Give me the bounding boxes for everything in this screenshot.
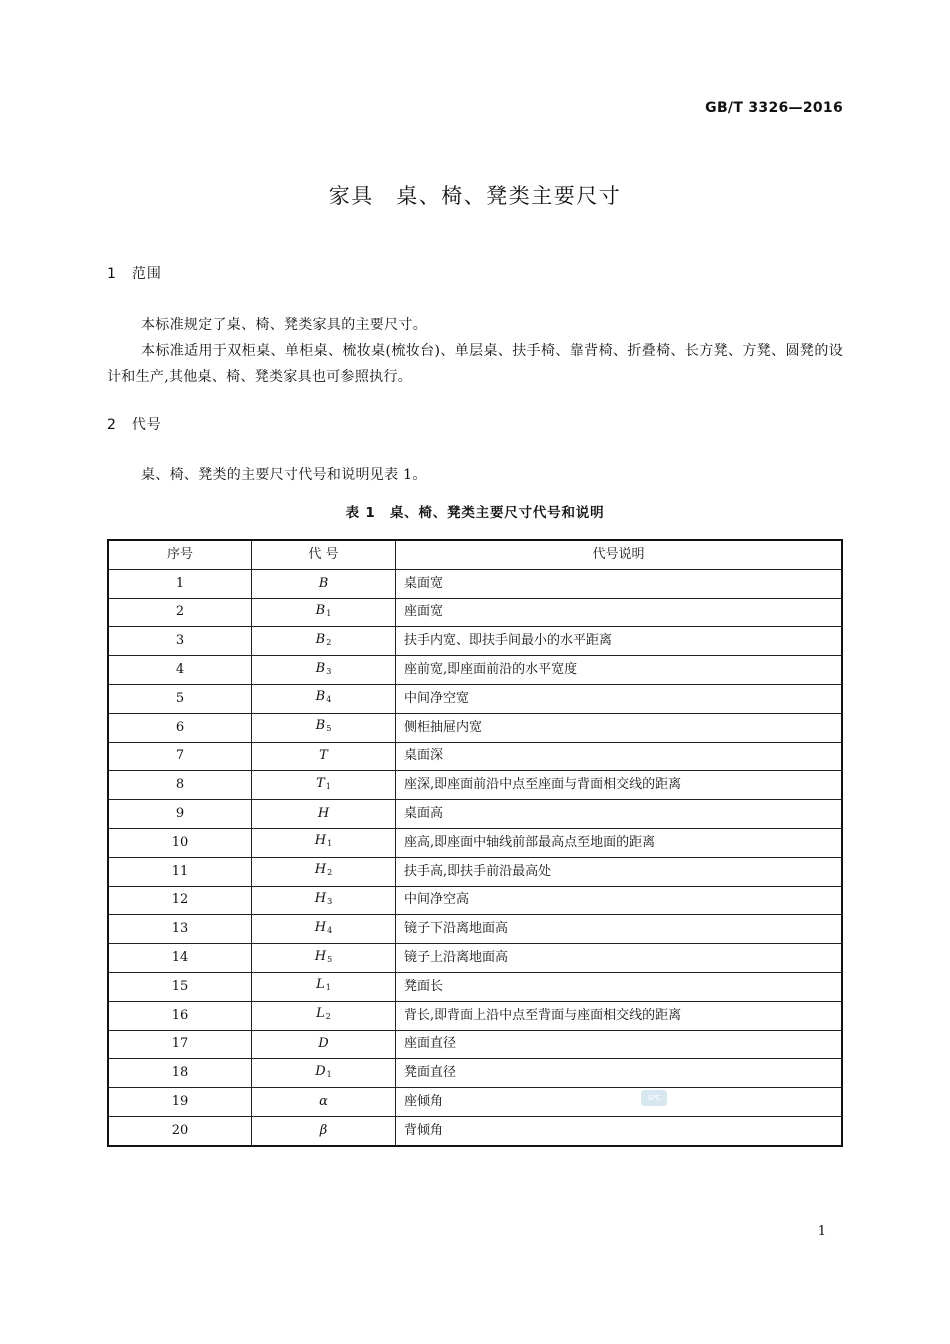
cell-seq: 10 xyxy=(108,828,252,857)
cell-description: 座深,即座面前沿中点至座面与背面相交线的距离 xyxy=(396,771,843,800)
code-symbol: H xyxy=(314,919,327,935)
cell-code xyxy=(252,627,396,656)
header-seq: 序号 xyxy=(108,540,252,569)
table-row xyxy=(108,1001,842,1030)
code-symbol: B xyxy=(315,660,326,676)
standard-code: GB/T 3326—2016 xyxy=(705,100,843,116)
page-number: 1 xyxy=(817,1224,826,1239)
table-row xyxy=(108,627,842,656)
cell-description: 背长,即背面上沿中点至背面与座面相交线的距离 xyxy=(396,1001,843,1030)
watermark-logo: SPC xyxy=(641,1090,667,1106)
code-symbol: D xyxy=(318,1036,329,1052)
code-symbol: L xyxy=(316,1006,325,1022)
cell-seq: 7 xyxy=(108,742,252,771)
table-row xyxy=(108,1030,842,1059)
code-subscript: 3 xyxy=(326,666,332,676)
cell-seq: 16 xyxy=(108,1001,252,1030)
cell-description: 座高,即座面中轴线前部最高点至地面的距离 xyxy=(396,828,843,857)
table-row xyxy=(108,915,842,944)
cell-code xyxy=(252,1001,396,1030)
table-row xyxy=(108,598,842,627)
cell-description: 凳面直径 xyxy=(396,1059,843,1088)
code-subscript: 1 xyxy=(326,608,332,618)
code-subscript: 1 xyxy=(325,983,331,993)
code-subscript: 2 xyxy=(325,1012,331,1022)
table-row xyxy=(108,1088,842,1117)
code-symbol: H xyxy=(314,833,327,849)
code-symbol: B xyxy=(315,689,326,705)
code-symbol: H xyxy=(314,862,327,878)
code-symbol: L xyxy=(316,977,325,993)
table-header-row xyxy=(108,540,842,569)
code-symbol: H xyxy=(314,890,327,906)
cell-code xyxy=(252,598,396,627)
cell-description: 背倾角 xyxy=(396,1116,843,1145)
cell-seq: 13 xyxy=(108,915,252,944)
table-row xyxy=(108,972,842,1001)
cell-code xyxy=(252,886,396,915)
cell-code xyxy=(252,771,396,800)
cell-code xyxy=(252,1088,396,1117)
code-symbol: T xyxy=(319,748,328,764)
cell-description: 桌面宽 xyxy=(396,569,843,598)
cell-seq: 11 xyxy=(108,857,252,886)
code-symbol: D xyxy=(315,1063,326,1079)
cell-description: 凳面长 xyxy=(396,972,843,1001)
code-subscript: 5 xyxy=(326,724,332,734)
table-row xyxy=(108,800,842,829)
cell-seq: 4 xyxy=(108,656,252,685)
cell-code xyxy=(252,656,396,685)
cell-seq: 12 xyxy=(108,886,252,915)
cell-code xyxy=(252,1059,396,1088)
code-symbol: H xyxy=(317,806,330,822)
cell-code xyxy=(252,857,396,886)
scope-paragraph-2: 本标准适用于双柜桌、单柜桌、梳妆桌(梳妆台)、单层桌、扶手椅、靠背椅、折叠椅、长方凳、方凳、圆凳的设计和生产,其他桌、椅、凳类家具也可参照执行。 xyxy=(107,343,843,385)
cell-description: 中间净空高 xyxy=(396,886,843,915)
code-symbol: B xyxy=(315,718,326,734)
cell-description: 镜子上沿离地面高 xyxy=(396,944,843,973)
cell-seq: 1 xyxy=(108,569,252,598)
cell-description: 镜子下沿离地面高 xyxy=(396,915,843,944)
cell-code xyxy=(252,569,396,598)
table-row xyxy=(108,857,842,886)
cell-code xyxy=(252,915,396,944)
cell-code xyxy=(252,1116,396,1145)
cell-description: 中间净空宽 xyxy=(396,684,843,713)
table-row xyxy=(108,713,842,742)
cell-description: 侧柜抽屉内宽 xyxy=(396,713,843,742)
cell-seq: 17 xyxy=(108,1030,252,1059)
code-subscript: 1 xyxy=(327,839,333,849)
cell-seq: 2 xyxy=(108,598,252,627)
code-subscript: 4 xyxy=(327,925,333,935)
cell-code xyxy=(252,828,396,857)
cell-code xyxy=(252,800,396,829)
cell-seq: 8 xyxy=(108,771,252,800)
cell-description: 扶手高,即扶手前沿最高处 xyxy=(396,857,843,886)
code-subscript: 3 xyxy=(327,896,333,906)
section-heading-scope: 1 范围 xyxy=(107,266,162,282)
table-row xyxy=(108,771,842,800)
cell-seq: 14 xyxy=(108,944,252,973)
section-heading-codes: 2 代号 xyxy=(107,417,162,433)
table-row xyxy=(108,656,842,685)
header-description: 代号说明 xyxy=(396,540,843,569)
cell-code xyxy=(252,1030,396,1059)
code-symbol: H xyxy=(314,948,327,964)
document-title: 家具 桌、椅、凳类主要尺寸 xyxy=(328,184,622,208)
code-subscript: 1 xyxy=(326,1069,332,1079)
cell-seq: 9 xyxy=(108,800,252,829)
code-symbol: B xyxy=(318,575,329,591)
table-row xyxy=(108,684,842,713)
cell-description: 座前宽,即座面前沿的水平宽度 xyxy=(396,656,843,685)
table-row xyxy=(108,742,842,771)
code-subscript: 2 xyxy=(326,637,332,647)
cell-seq: 19 xyxy=(108,1088,252,1117)
code-subscript: 5 xyxy=(327,954,333,964)
cell-description: 扶手内宽、即扶手间最小的水平距离 xyxy=(396,627,843,656)
cell-description: 座面直径 xyxy=(396,1030,843,1059)
cell-seq: 15 xyxy=(108,972,252,1001)
table-row xyxy=(108,828,842,857)
cell-code xyxy=(252,944,396,973)
code-symbol: T xyxy=(316,775,325,791)
cell-code xyxy=(252,972,396,1001)
cell-seq: 3 xyxy=(108,627,252,656)
code-subscript: 1 xyxy=(325,781,331,791)
table-body xyxy=(108,569,842,1145)
code-symbol: B xyxy=(315,602,326,618)
code-symbol: B xyxy=(315,631,326,647)
dimension-code-table xyxy=(107,539,843,1147)
code-subscript: 2 xyxy=(327,868,333,878)
cell-description: 座面宽 xyxy=(396,598,843,627)
table-row xyxy=(108,1059,842,1088)
header-code: 代 号 xyxy=(252,540,396,569)
code-symbol: α xyxy=(319,1094,328,1110)
cell-seq: 20 xyxy=(108,1116,252,1145)
scope-paragraph-1: 本标准规定了桌、椅、凳类家具的主要尺寸。 xyxy=(141,317,427,333)
cell-description: 桌面高 xyxy=(396,800,843,829)
codes-paragraph: 桌、椅、凳类的主要尺寸代号和说明见表 1。 xyxy=(141,467,427,483)
table-row xyxy=(108,944,842,973)
cell-description: 桌面深 xyxy=(396,742,843,771)
cell-seq: 18 xyxy=(108,1059,252,1088)
cell-seq: 5 xyxy=(108,684,252,713)
cell-code xyxy=(252,684,396,713)
code-symbol: β xyxy=(319,1122,328,1138)
cell-description: 座倾角 xyxy=(396,1088,843,1117)
cell-code xyxy=(252,713,396,742)
table-row xyxy=(108,569,842,598)
code-subscript: 4 xyxy=(326,695,332,705)
table-caption: 表 1 桌、椅、凳类主要尺寸代号和说明 xyxy=(345,505,605,521)
table-row xyxy=(108,886,842,915)
cell-seq: 6 xyxy=(108,713,252,742)
table-row xyxy=(108,1116,842,1145)
cell-code xyxy=(252,742,396,771)
